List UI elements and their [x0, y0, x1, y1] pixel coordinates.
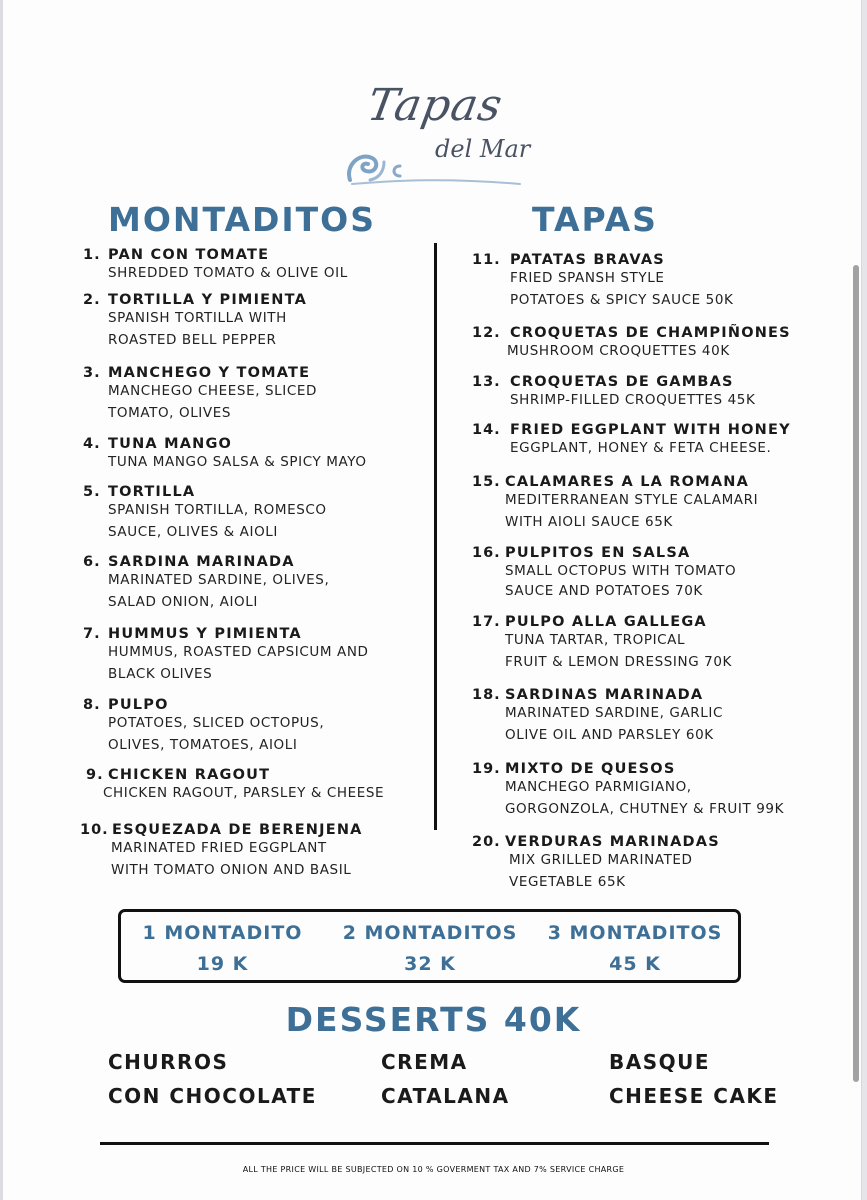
item-description: MANCHEGO CHEESE, SLICED: [108, 383, 318, 399]
item-description: TUNA MANGO SALSA & SPICY MAYO: [108, 454, 367, 470]
item-name: PULPO: [108, 697, 169, 713]
item-number: 15.: [472, 474, 501, 490]
item-description: MARINATED SARDINE, GARLIC: [505, 705, 724, 721]
item-number: 2.: [83, 292, 101, 308]
item-description: WITH AIOLI SAUCE 65K: [505, 514, 673, 530]
item-description: SALAD ONION, AIOLI: [108, 594, 258, 610]
item-description: MEDITERRANEAN STYLE CALAMARI: [505, 492, 759, 508]
item-description: BLACK OLIVES: [108, 666, 213, 682]
item-number: 20.: [472, 834, 501, 850]
item-name: CROQUETAS DE GAMBAS: [510, 374, 734, 390]
combo-price: 32 K: [404, 953, 456, 975]
item-description: SMALL OCTOPUS WITH TOMATO: [505, 563, 737, 579]
item-description: GORGONZOLA, CHUTNEY & FRUIT 99K: [505, 801, 785, 817]
item-number: 19.: [472, 761, 501, 777]
item-description: SPANISH TORTILLA WITH: [108, 310, 287, 326]
item-description: SAUCE AND POTATOES 70K: [505, 583, 703, 599]
wave-icon: [340, 140, 540, 190]
item-name: PULPITOS EN SALSA: [505, 545, 691, 561]
item-description: OLIVE OIL AND PARSLEY 60K: [505, 727, 714, 743]
combo-price: 19 K: [196, 953, 249, 975]
item-description: WITH TOMATO ONION AND BASIL: [111, 862, 352, 878]
item-description: TOMATO, OLIVES: [108, 405, 232, 421]
dessert-line: CREMA: [381, 1050, 468, 1074]
tax-footnote: ALL THE PRICE WILL BE SUBJECTED ON 10 % GOVERMENT TAX AND 7% SERVICE CHARGE: [242, 1165, 625, 1174]
item-description: POTATOES & SPICY SAUCE 50K: [510, 292, 734, 308]
item-description: SHRIMP-FILLED CROQUETTES 45K: [510, 392, 756, 408]
dessert-item: [108, 1045, 317, 1113]
combo-3: [545, 918, 725, 980]
item-name: FRIED EGGPLANT WITH HONEY: [510, 422, 791, 438]
item-name: MANCHEGO Y TOMATE: [108, 365, 311, 381]
item-description: MUSHROOM CROQUETTES 40K: [507, 343, 730, 359]
vertical-scrollbar[interactable]: [853, 265, 859, 1082]
item-number: 3.: [83, 365, 101, 381]
dessert-line: CATALANA: [381, 1084, 510, 1108]
combo-1: [140, 918, 305, 980]
item-name: PAN CON TOMATE: [108, 247, 270, 263]
combo-label: 1 MONTADITO: [142, 922, 303, 944]
item-name: TUNA MANGO: [108, 436, 233, 452]
item-description: MARINATED SARDINE, OLIVES,: [108, 572, 330, 588]
montaditos-heading: MONTADITOS: [108, 200, 376, 239]
item-name: PULPO ALLA GALLEGA: [505, 614, 707, 630]
combo-2: [340, 918, 520, 980]
item-number: 6.: [83, 554, 101, 570]
item-name: CROQUETAS DE CHAMPIÑONES: [510, 325, 791, 341]
item-description: ROASTED BELL PEPPER: [108, 332, 277, 348]
item-number: 12.: [472, 325, 501, 341]
item-name: TORTILLA Y PIMIENTA: [108, 292, 307, 308]
item-description: TUNA TARTAR, TROPICAL: [505, 632, 686, 648]
item-name: CHICKEN RAGOUT: [108, 767, 271, 783]
item-name: HUMMUS Y PIMIENTA: [108, 626, 302, 642]
item-name: SARDINAS MARINADA: [505, 687, 704, 703]
item-description: EGGPLANT, HONEY & FETA CHEESE.: [510, 440, 772, 456]
item-name: TORTILLA: [108, 484, 196, 500]
item-number: 5.: [83, 484, 101, 500]
dessert-line: CHEESE CAKE: [609, 1084, 779, 1108]
column-divider: [434, 243, 437, 830]
item-description: OLIVES, TOMATOES, AIOLI: [108, 737, 298, 753]
dessert-item: [381, 1045, 510, 1113]
item-number: 7.: [83, 626, 101, 642]
logo-title: Tapas: [363, 80, 507, 131]
item-number: 9.: [86, 767, 104, 783]
item-number: 17.: [472, 614, 501, 630]
desserts-heading: DESSERTS 40K: [285, 1000, 582, 1039]
tapas-heading: TAPAS: [532, 200, 658, 239]
item-description: MARINATED FRIED EGGPLANT: [111, 840, 327, 856]
item-description: MIX GRILLED MARINATED: [509, 852, 693, 868]
item-description: CHICKEN RAGOUT, PARSLEY & CHEESE: [103, 785, 385, 801]
dessert-line: CON CHOCOLATE: [108, 1084, 317, 1108]
item-description: HUMMUS, ROASTED CAPSICUM AND: [108, 644, 369, 660]
dessert-line: BASQUE: [609, 1050, 711, 1074]
dessert-line: CHURROS: [108, 1050, 229, 1074]
item-name: CALAMARES A LA ROMANA: [505, 474, 750, 490]
item-number: 18.: [472, 687, 501, 703]
item-number: 14.: [472, 422, 501, 438]
item-number: 10.: [80, 822, 109, 838]
item-description: FRIED SPANSH STYLE: [510, 270, 665, 286]
item-name: MIXTO DE QUESOS: [505, 761, 676, 777]
item-number: 4.: [83, 436, 101, 452]
item-description: VEGETABLE 65K: [509, 874, 626, 890]
item-number: 16.: [472, 545, 501, 561]
combo-label: 3 MONTADITOS: [547, 922, 723, 944]
item-description: SAUCE, OLIVES & AIOLI: [108, 524, 278, 540]
item-description: MANCHEGO PARMIGIANO,: [505, 779, 692, 795]
dessert-item: [609, 1045, 779, 1113]
combo-label: 2 MONTADITOS: [342, 922, 518, 944]
footer-divider: [100, 1142, 769, 1145]
item-number: 1.: [83, 247, 101, 263]
item-number: 8.: [83, 697, 101, 713]
restaurant-logo: [340, 80, 540, 190]
item-name: ESQUEZADA DE BERENJENA: [112, 822, 363, 838]
item-description: SPANISH TORTILLA, ROMESCO: [108, 502, 327, 518]
item-number: 13.: [472, 374, 501, 390]
item-name: PATATAS BRAVAS: [510, 252, 665, 268]
item-number: 11.: [472, 252, 501, 268]
item-description: SHREDDED TOMATO & OLIVE OIL: [108, 265, 348, 281]
item-description: FRUIT & LEMON DRESSING 70K: [505, 654, 732, 670]
logo-subtitle: del Mar: [435, 135, 531, 163]
item-description: POTATOES, SLICED OCTOPUS,: [108, 715, 325, 731]
item-name: VERDURAS MARINADAS: [505, 834, 720, 850]
item-name: SARDINA MARINADA: [108, 554, 295, 570]
combo-price: 45 K: [609, 953, 661, 975]
